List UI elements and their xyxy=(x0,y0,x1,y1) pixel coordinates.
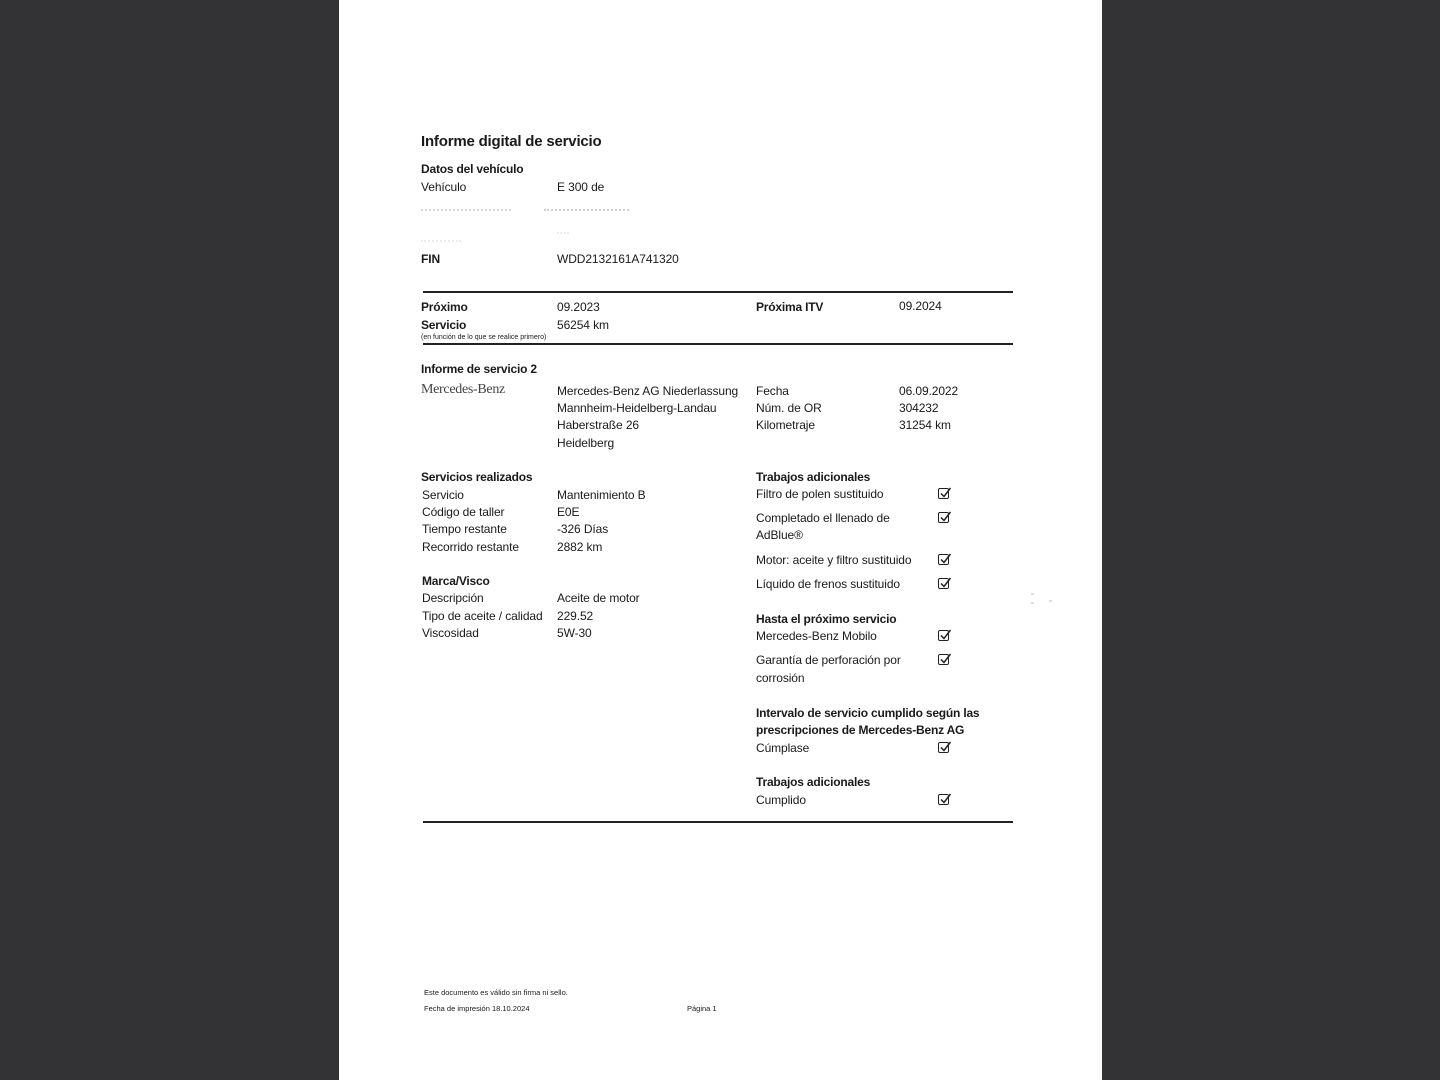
oil-row-value: 229.52 xyxy=(557,609,594,623)
dealer-line: Mannheim-Heidelberg-Landau xyxy=(557,401,717,415)
dealer-line: Haberstraße 26 xyxy=(557,418,639,432)
interval-item: Cúmplase xyxy=(756,741,810,755)
next-service-km: 56254 km xyxy=(557,318,609,332)
services-row-value: E0E xyxy=(557,505,580,519)
oil-row-value: 5W-30 xyxy=(557,626,592,640)
next-itv-value: 09.2024 xyxy=(899,299,942,313)
services-row-label: Tiempo restante xyxy=(422,522,507,536)
additional-work-item: Filtro de polen sustituido xyxy=(756,487,884,501)
redacted-line xyxy=(421,240,461,245)
km-label: Kilometraje xyxy=(756,418,815,432)
next-service-label: Próximo xyxy=(421,300,468,314)
checkbox-checked-icon xyxy=(938,794,949,805)
report-heading: Informe de servicio 2 xyxy=(421,362,537,376)
next-itv-label: Próxima ITV xyxy=(756,300,824,314)
additional-work-item: Motor: aceite y filtro sustituido xyxy=(756,553,912,567)
until-next-item: Garantía de perforación por xyxy=(756,653,901,667)
next-service-label-2: Servicio xyxy=(421,318,467,332)
additional-work-heading: Trabajos adicionales xyxy=(756,470,871,484)
services-row-label: Código de taller xyxy=(422,505,505,519)
services-row-label: Servicio xyxy=(422,488,464,502)
oil-row-label: Descripción xyxy=(422,591,484,605)
vehicle-label: Vehículo xyxy=(421,180,467,194)
or-value: 304232 xyxy=(899,401,939,415)
document-page xyxy=(339,0,1102,1080)
oil-heading: Marca/Visco xyxy=(422,574,490,588)
scan-speck xyxy=(1049,600,1052,602)
services-row-label: Recorrido restante xyxy=(422,540,519,554)
km-value: 31254 km xyxy=(899,418,951,432)
fin-label: FIN xyxy=(421,252,441,266)
vehicle-section-heading: Datos del vehículo xyxy=(421,162,524,176)
additional-work-2-heading: Trabajos adicionales xyxy=(756,775,871,789)
checkbox-checked-icon xyxy=(938,488,949,499)
vehicle-value: E 300 de xyxy=(557,180,605,194)
fin-value: WDD2132161A741320 xyxy=(557,252,679,266)
scan-speck xyxy=(1031,593,1034,595)
services-row-value: Mantenimiento B xyxy=(557,488,646,502)
additional-work-item: Completado el llenado de xyxy=(756,511,890,525)
document-title: Informe digital de servicio xyxy=(421,133,602,150)
oil-row-label: Tipo de aceite / calidad xyxy=(422,609,543,623)
footer-print-date: Fecha de impresión 18.10.2024 xyxy=(424,1004,530,1013)
until-next-item: Mercedes-Benz Mobilo xyxy=(756,629,877,643)
dealer-line: Heidelberg xyxy=(557,436,615,450)
footer-validity: Este documento es válido sin firma ni sello. xyxy=(424,988,568,997)
checkbox-checked-icon xyxy=(938,512,949,523)
redacted-line xyxy=(544,209,629,214)
divider xyxy=(423,291,1013,293)
oil-row-label: Viscosidad xyxy=(422,626,479,640)
checkbox-checked-icon xyxy=(938,578,949,589)
checkbox-checked-icon xyxy=(938,742,949,753)
services-row-value: 2882 km xyxy=(557,540,603,554)
services-heading: Servicios realizados xyxy=(421,470,533,484)
redacted-line xyxy=(421,209,511,214)
fecha-label: Fecha xyxy=(756,384,789,398)
checkbox-checked-icon xyxy=(938,630,949,641)
next-service-date: 09.2023 xyxy=(557,300,600,314)
until-next-item-line2: corrosión xyxy=(756,671,805,685)
divider xyxy=(423,821,1013,823)
interval-heading-line2: prescripciones de Mercedes-Benz AG xyxy=(756,723,965,737)
interval-heading: Intervalo de servicio cumplido según las xyxy=(756,706,980,720)
dealer-line: Mercedes-Benz AG Niederlassung xyxy=(557,384,739,398)
additional-work-item: Líquido de frenos sustituido xyxy=(756,577,900,591)
checkbox-checked-icon xyxy=(938,554,949,565)
additional-work-item-line2: AdBlue® xyxy=(756,528,803,542)
scan-speck xyxy=(1031,602,1034,604)
footer-page-number: Página 1 xyxy=(687,1004,717,1013)
or-label: Núm. de OR xyxy=(756,401,822,415)
additional-work-2-item: Cumplido xyxy=(756,793,806,807)
brand-logo: Mercedes-Benz xyxy=(421,382,505,397)
divider xyxy=(423,343,1013,345)
checkbox-checked-icon xyxy=(938,654,949,665)
services-row-value: -326 Días xyxy=(557,522,609,536)
fecha-value: 06.09.2022 xyxy=(899,384,959,398)
until-next-heading: Hasta el próximo servicio xyxy=(756,612,897,626)
oil-row-value: Aceite de motor xyxy=(557,591,640,605)
next-service-note: (en función de lo que se realice primero) xyxy=(421,334,547,341)
redacted-line xyxy=(557,232,569,237)
